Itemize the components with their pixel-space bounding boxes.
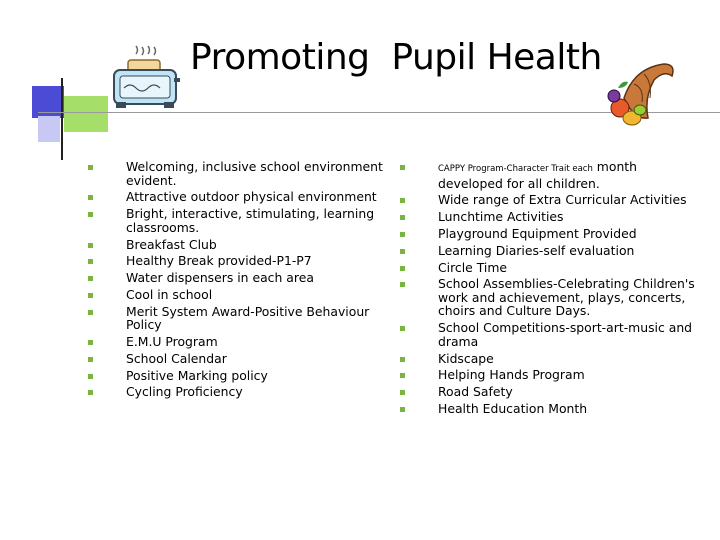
square-bullet-icon (400, 282, 405, 287)
list-item (88, 160, 388, 187)
square-bullet-icon (88, 276, 93, 281)
list-item-text: Water dispensers in each area (126, 270, 314, 286)
list-item-text: Road Safety (438, 384, 513, 400)
list-item (88, 305, 388, 332)
list-item (400, 244, 700, 258)
list-item-text: Attractive outdoor physical environment (126, 189, 377, 205)
list-item-text: Welcoming, inclusive school environment evident. (126, 159, 383, 188)
list-item-text: E.M.U Program (126, 334, 218, 350)
list-item (88, 254, 388, 268)
square-bullet-icon (88, 259, 93, 264)
square-bullet-icon (88, 310, 93, 315)
list-item (88, 190, 388, 204)
list-item (400, 210, 700, 224)
square-bullet-icon (400, 165, 405, 170)
list-item-text: Wide range of Extra Curricular Activities (438, 192, 687, 208)
square-bullet-icon (400, 215, 405, 220)
list-item-text: Healthy Break provided-P1-P7 (126, 253, 312, 269)
square-bullet-icon (88, 243, 93, 248)
square-bullet-icon (400, 198, 405, 203)
square-bullet-icon (88, 390, 93, 395)
page-title: Promoting Pupil Health (190, 37, 602, 78)
list-item (400, 352, 700, 366)
list-item (400, 193, 700, 207)
square-bullet-icon (400, 249, 405, 254)
list-item-text: Bright, interactive, stimulating, learning classrooms. (126, 206, 375, 235)
list-item (400, 261, 700, 275)
list-item-text: Cool in school (126, 286, 213, 302)
list-item-text-small: CAPPY Program-Character Trait each (438, 164, 593, 174)
decor-lavender-square (38, 116, 60, 142)
list-item-text: Learning Diaries-self evaluation (438, 242, 635, 258)
list-item-text: Playground Equipment Provided (438, 225, 637, 241)
toaster-clipart-icon (108, 44, 184, 120)
list-item (400, 402, 700, 416)
list-item (400, 385, 700, 399)
list-item-text: Helping Hands Program (438, 367, 585, 383)
square-bullet-icon (400, 390, 405, 395)
square-bullet-icon (88, 165, 93, 170)
decor-vertical-rule (61, 78, 63, 160)
left-bullet-column (88, 160, 388, 402)
list-item (88, 385, 388, 399)
list-item (400, 227, 700, 241)
list-item-text: month developed for all children. (438, 159, 638, 191)
square-bullet-icon (400, 407, 405, 412)
list-item (88, 271, 388, 285)
square-bullet-icon (400, 266, 405, 271)
square-bullet-icon (88, 195, 93, 200)
list-item-text: Kidscape (438, 350, 494, 366)
square-bullet-icon (400, 357, 405, 362)
right-bullet-list (400, 160, 700, 416)
list-item-text: Lunchtime Activities (438, 209, 564, 225)
cornucopia-clipart-icon (604, 58, 678, 130)
square-bullet-icon (400, 373, 405, 378)
list-item-text: Cycling Proficiency (126, 384, 243, 400)
list-item-text: School Competitions-sport-art-music and drama (438, 320, 693, 349)
list-item (400, 321, 700, 348)
list-item-text: School Assemblies-Celebrating Children's work and achievement, plays, concerts, choirs and Culture Days. (438, 276, 695, 319)
decor-blue-square (32, 86, 64, 118)
list-item (88, 352, 388, 366)
square-bullet-icon (88, 374, 93, 379)
list-item-text: Breakfast Club (126, 236, 217, 252)
list-item (400, 368, 700, 382)
square-bullet-icon (88, 212, 93, 217)
square-bullet-icon (400, 232, 405, 237)
square-bullet-icon (400, 326, 405, 331)
square-bullet-icon (88, 293, 93, 298)
list-item-text: Health Education Month (438, 400, 588, 416)
list-item (88, 207, 388, 234)
list-item-text: Merit System Award-Positive Behaviour Policy (126, 303, 370, 333)
list-item-text: School Calendar (126, 350, 227, 366)
list-item (400, 277, 700, 318)
list-item (88, 369, 388, 383)
square-bullet-icon (88, 340, 93, 345)
left-bullet-list (88, 160, 388, 399)
square-bullet-icon (88, 357, 93, 362)
list-item (88, 335, 388, 349)
list-item-text: Circle Time (438, 259, 508, 275)
decor-green-square (64, 96, 108, 132)
list-item (88, 288, 388, 302)
right-bullet-column (400, 160, 700, 419)
list-item (88, 238, 388, 252)
list-item-text: Positive Marking policy (126, 367, 268, 383)
list-item (400, 160, 700, 190)
